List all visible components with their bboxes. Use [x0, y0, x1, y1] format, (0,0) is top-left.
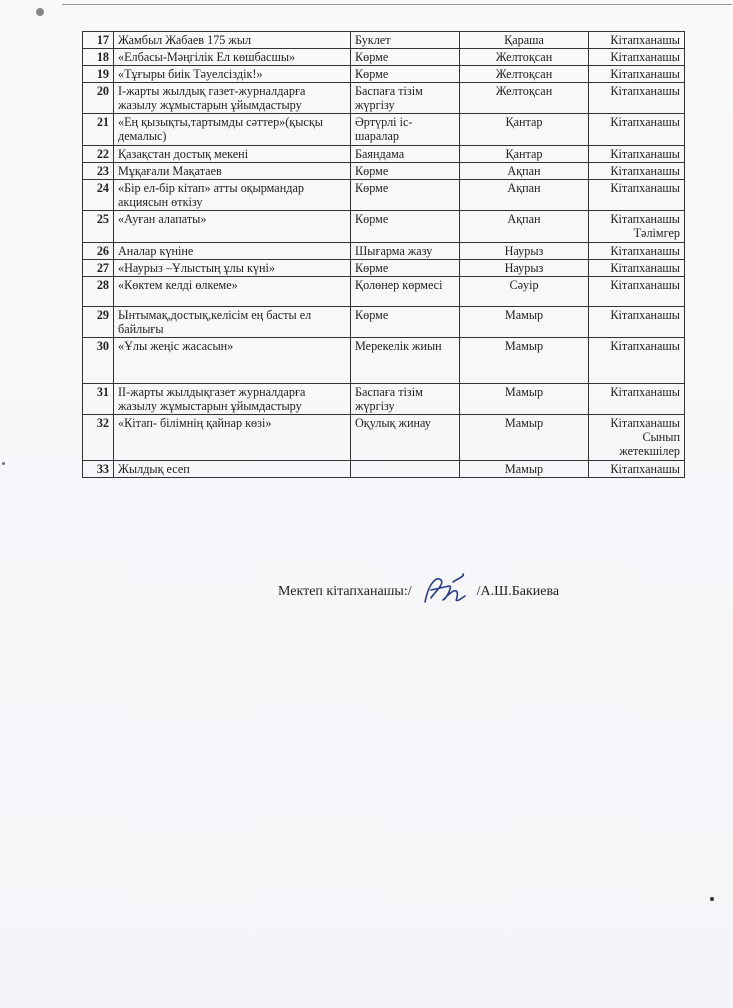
row-number-cell: 23: [83, 163, 114, 180]
event-title-cell: «Наурыз –Ұлыстың ұлы күні»: [114, 260, 351, 277]
handwritten-signature: [419, 572, 469, 612]
responsible-cell: Кітапханашы: [589, 338, 685, 384]
event-month-cell: Наурыз: [460, 243, 589, 260]
event-month-cell: Наурыз: [460, 260, 589, 277]
event-form-cell: Шығарма жазу: [351, 243, 460, 260]
event-form-cell: Мерекелік жиын: [351, 338, 460, 384]
row-number-cell: 17: [83, 32, 114, 49]
table-row: [83, 49, 685, 66]
table-row: [83, 338, 685, 384]
event-form-cell: Көрме: [351, 49, 460, 66]
table-row: [83, 66, 685, 83]
responsible-cell: Кітапханашы Сынып жетекшілер: [589, 415, 685, 461]
event-form-cell: Баспаға тізім жүргізу: [351, 83, 460, 114]
responsible-cell: Кітапханашы Тәлімгер: [589, 211, 685, 243]
responsible-cell: Кітапханашы: [589, 163, 685, 180]
table-row: [83, 32, 685, 49]
responsible-cell: Кітапханашы: [589, 32, 685, 49]
table-row: [83, 146, 685, 163]
event-title-cell: «Тұғыры биік Тәуелсіздік!»: [114, 66, 351, 83]
row-number-cell: 28: [83, 277, 114, 307]
event-month-cell: Ақпан: [460, 163, 589, 180]
event-form-cell: Көрме: [351, 66, 460, 83]
scan-speck: [2, 462, 5, 465]
event-form-cell: Көрме: [351, 211, 460, 243]
event-form-cell: Оқулық жинау: [351, 415, 460, 461]
row-number-cell: 21: [83, 114, 114, 146]
event-month-cell: Мамыр: [460, 307, 589, 338]
event-title-cell: Мұқағали Мақатаев: [114, 163, 351, 180]
event-month-cell: Мамыр: [460, 338, 589, 384]
event-form-cell: Баспаға тізім жүргізу: [351, 384, 460, 415]
plan-table-body: [83, 32, 685, 478]
event-title-cell: «Ұлы жеңіс жасасын»: [114, 338, 351, 384]
responsible-cell: Кітапханашы: [589, 307, 685, 338]
event-title-cell: «Кітап- білімнің қайнар көзі»: [114, 415, 351, 461]
event-month-cell: Желтоқсан: [460, 83, 589, 114]
event-title-cell: «Елбасы-Мәңгілік Ел көшбасшы»: [114, 49, 351, 66]
event-month-cell: Мамыр: [460, 384, 589, 415]
event-form-cell: Көрме: [351, 163, 460, 180]
event-title-cell: «Бір ел-бір кітап» атты оқырмандар акциясын өткізу: [114, 180, 351, 211]
row-number-cell: 31: [83, 384, 114, 415]
responsible-cell: Кітапханашы: [589, 461, 685, 478]
row-number-cell: 20: [83, 83, 114, 114]
event-title-cell: Ынтымақ,достық,келісім ең басты ел байлығы: [114, 307, 351, 338]
event-month-cell: Ақпан: [460, 211, 589, 243]
row-number-cell: 29: [83, 307, 114, 338]
event-month-cell: Ақпан: [460, 180, 589, 211]
event-form-cell: Көрме: [351, 260, 460, 277]
event-month-cell: Сәуір: [460, 277, 589, 307]
row-number-cell: 33: [83, 461, 114, 478]
row-number-cell: 22: [83, 146, 114, 163]
signature-line: [278, 572, 559, 612]
event-form-cell: Буклет: [351, 32, 460, 49]
row-number-cell: 30: [83, 338, 114, 384]
responsible-cell: Кітапханашы: [589, 114, 685, 146]
event-form-cell: Көрме: [351, 307, 460, 338]
table-row: [83, 180, 685, 211]
table-row: [83, 243, 685, 260]
event-month-cell: Мамыр: [460, 415, 589, 461]
event-month-cell: Қараша: [460, 32, 589, 49]
responsible-cell: Кітапханашы: [589, 243, 685, 260]
table-row: [83, 307, 685, 338]
row-number-cell: 19: [83, 66, 114, 83]
table-row: [83, 384, 685, 415]
table-row: [83, 277, 685, 307]
event-title-cell: «Көктем келді өлкеме»: [114, 277, 351, 307]
table-row: [83, 114, 685, 146]
event-title-cell: Жылдық есеп: [114, 461, 351, 478]
row-number-cell: 26: [83, 243, 114, 260]
event-month-cell: Қантар: [460, 114, 589, 146]
event-form-cell: Көрме: [351, 180, 460, 211]
event-form-cell: Әртүрлі іс-шаралар: [351, 114, 460, 146]
table-row: [83, 260, 685, 277]
event-title-cell: Аналар күніне: [114, 243, 351, 260]
event-month-cell: Желтоқсан: [460, 66, 589, 83]
table-row: [83, 211, 685, 243]
table-row: [83, 415, 685, 461]
event-title-cell: «Ауған алапаты»: [114, 211, 351, 243]
scan-speck: [710, 897, 714, 901]
event-form-cell: Қолөнер көрмесі: [351, 277, 460, 307]
event-month-cell: Желтоқсан: [460, 49, 589, 66]
library-plan-table: [82, 31, 685, 478]
row-number-cell: 27: [83, 260, 114, 277]
row-number-cell: 18: [83, 49, 114, 66]
responsible-cell: Кітапханашы: [589, 384, 685, 415]
responsible-cell: Кітапханашы: [589, 49, 685, 66]
event-form-cell: Баяндама: [351, 146, 460, 163]
responsible-cell: Кітапханашы: [589, 83, 685, 114]
table-row: [83, 461, 685, 478]
event-month-cell: Мамыр: [460, 461, 589, 478]
row-number-cell: 24: [83, 180, 114, 211]
signature-name: /А.Ш.Бакиева: [476, 584, 560, 599]
event-title-cell: «Ең қызықты,тартымды сәттер»(қысқы демалыс): [114, 114, 351, 146]
row-number-cell: 32: [83, 415, 114, 461]
event-title-cell: ІІ-жарты жылдықгазет журналдарға жазылу жұмыстарын ұйымдастыру: [114, 384, 351, 415]
top-rule: [62, 4, 732, 5]
event-form-cell: [351, 461, 460, 478]
responsible-cell: Кітапханашы: [589, 66, 685, 83]
table-row: [83, 163, 685, 180]
event-title-cell: І-жарты жылдық газет-журналдарға жазылу жұмыстарын ұйымдастыру: [114, 83, 351, 114]
responsible-cell: Кітапханашы: [589, 260, 685, 277]
table-row: [83, 83, 685, 114]
signature-label: Мектеп кітапханашы:/: [278, 584, 412, 599]
row-number-cell: 25: [83, 211, 114, 243]
event-title-cell: Қазақстан достық мекені: [114, 146, 351, 163]
event-month-cell: Қантар: [460, 146, 589, 163]
responsible-cell: Кітапханашы: [589, 277, 685, 307]
event-title-cell: Жамбыл Жабаев 175 жыл: [114, 32, 351, 49]
responsible-cell: Кітапханашы: [589, 180, 685, 211]
scan-mark: [36, 8, 44, 16]
responsible-cell: Кітапханашы: [589, 146, 685, 163]
